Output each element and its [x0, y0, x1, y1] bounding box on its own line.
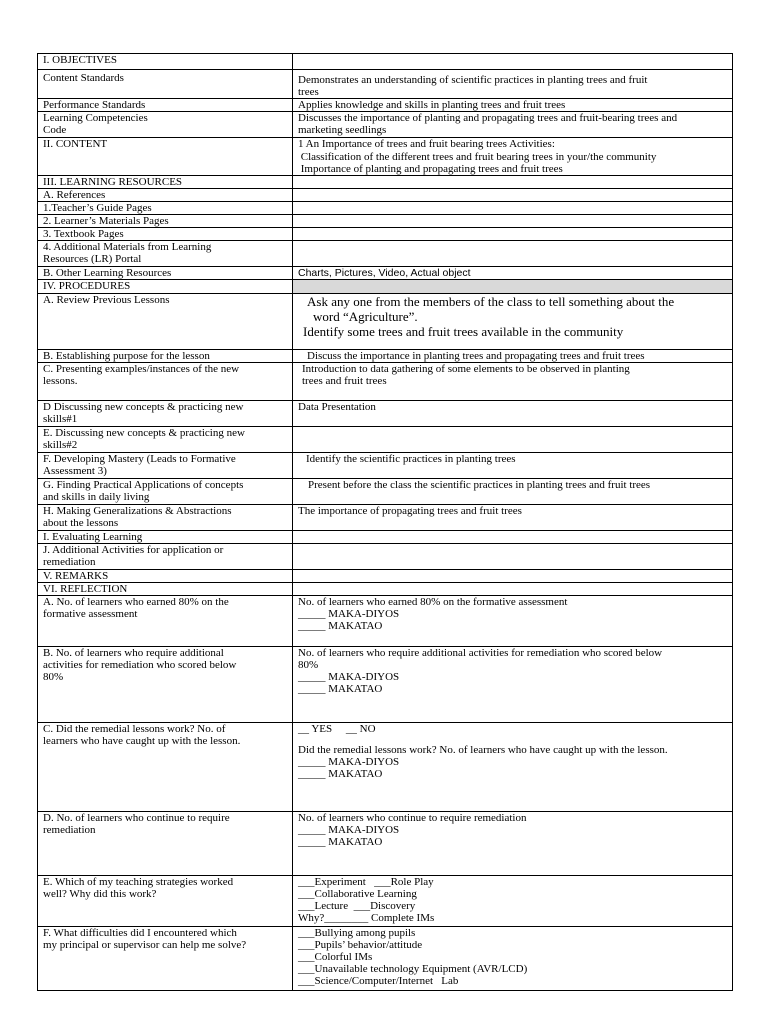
row-label-cell: [38, 876, 293, 927]
row-reflection-b: [38, 647, 733, 723]
row-label: B. No. of learners who require additional: [43, 647, 224, 659]
section-content: [38, 138, 293, 176]
row-label-cell: [38, 241, 293, 267]
row-label-cell: [38, 267, 293, 280]
section-heading: IV. PROCEDURES: [43, 280, 131, 292]
row-value: No. of learners who continue to require remediation: [298, 812, 527, 824]
row-teachers-guide: [38, 202, 733, 215]
empty-cell: [293, 531, 733, 544]
row-label: Assessment 3): [43, 465, 107, 477]
empty-cell: [293, 189, 733, 202]
section-heading: II. CONTENT: [43, 138, 108, 150]
row-label: skills#1: [43, 413, 78, 425]
row-learners-materials: [38, 215, 733, 228]
row-value: _____ MAKA-DIYOS: [298, 608, 400, 620]
row-other-resources: [38, 267, 733, 280]
row-label: F. Developing Mastery (Leads to Formative: [43, 453, 236, 465]
section-resources: [38, 176, 293, 189]
row-value: Identify some trees and fruit trees available in the community: [303, 324, 624, 339]
row-label: G. Finding Practical Applications of concepts: [43, 479, 244, 491]
row-value: Demonstrates an understanding of scientific practices in planting trees and fruit: [298, 74, 648, 86]
row-label-cell: [38, 189, 293, 202]
row-reflection-c: [38, 723, 733, 812]
row-reflection: [38, 583, 733, 596]
row-label: remediation: [43, 556, 96, 568]
row-label-cell: [38, 401, 293, 427]
row-generalizations: [38, 505, 733, 531]
row-value: _____ MAKA-DIYOS: [298, 671, 400, 683]
section-heading: V. REMARKS: [43, 570, 109, 582]
row-developing-mastery: [38, 453, 733, 479]
row-value: ___Unavailable technology Equipment (AVR/LCD): [298, 963, 528, 975]
row-label: Learning Competencies: [43, 112, 148, 124]
row-value: _____ MAKATAO: [298, 620, 383, 632]
row-label-cell: [38, 647, 293, 723]
row-value-cell: [293, 453, 733, 479]
row-value: 1 An Importance of trees and fruit bearing trees Activities:: [298, 138, 555, 150]
row-label-cell: [38, 294, 293, 350]
row-label: D Discussing new concepts & practicing new: [43, 401, 244, 413]
row-label: C. Did the remedial lessons work? No. of: [43, 723, 226, 735]
row-label-cell: [38, 350, 293, 363]
section-heading: I. OBJECTIVES: [43, 54, 117, 66]
row-value-cell: [293, 401, 733, 427]
empty-cell: [293, 427, 733, 453]
row-value: Data Presentation: [298, 401, 376, 413]
row-value: No. of learners who require additional activities for remediation who scored below: [298, 647, 663, 659]
row-label: J. Additional Activities for application or: [43, 544, 224, 556]
row-remarks: [38, 570, 733, 583]
row-value: Charts, Pictures, Video, Actual object: [298, 267, 471, 279]
row-content: [38, 138, 733, 176]
row-value: _____ MAKATAO: [298, 836, 383, 848]
row-label-cell: [38, 812, 293, 876]
row-value: ___Colorful IMs: [298, 951, 373, 963]
row-value-cell: [293, 267, 733, 280]
row-label: 3. Textbook Pages: [43, 228, 124, 240]
row-value-cell: [293, 876, 733, 927]
row-label-cell: [38, 544, 293, 570]
row-label-cell: [38, 99, 293, 112]
section-remarks: [38, 570, 293, 583]
row-value-cell: [293, 505, 733, 531]
row-label: learners who have caught up with the lesson.: [43, 735, 241, 747]
shaded-cell: [293, 280, 733, 294]
row-value-cell: [293, 596, 733, 647]
row-value: trees: [298, 86, 319, 98]
row-value: The importance of propagating trees and fruit trees: [298, 505, 522, 517]
row-label: and skills in daily living: [43, 491, 150, 503]
row-label: lessons.: [43, 375, 78, 387]
row-objectives: [38, 54, 733, 70]
row-label-cell: [38, 202, 293, 215]
row-label: E. Which of my teaching strategies worked: [43, 876, 234, 888]
row-label-cell: [38, 531, 293, 544]
row-label: 80%: [43, 671, 64, 683]
row-label-cell: [38, 505, 293, 531]
row-establishing-purpose: [38, 350, 733, 363]
row-presenting-examples: [38, 363, 733, 401]
empty-cell: [293, 54, 733, 70]
empty-cell: [293, 544, 733, 570]
row-value: Applies knowledge and skills in planting trees and fruit trees: [298, 99, 566, 111]
section-objectives: [38, 54, 293, 70]
row-value: Why?________ Complete IMs: [298, 912, 435, 924]
row-value: No. of learners who earned 80% on the formative assessment: [298, 596, 568, 608]
row-textbook: [38, 228, 733, 241]
empty-cell: [293, 228, 733, 241]
row-label: I. Evaluating Learning: [43, 531, 143, 543]
row-discussing-1: [38, 401, 733, 427]
row-value: Discuss the importance in planting trees and propagating trees and fruit trees: [307, 350, 645, 362]
row-label: Resources (LR) Portal: [43, 253, 142, 265]
row-label: D. No. of learners who continue to require: [43, 812, 230, 824]
row-label: 1.Teacher’s Guide Pages: [43, 202, 152, 214]
row-value: 80%: [298, 659, 319, 671]
empty-cell: [293, 241, 733, 267]
empty-cell: [293, 215, 733, 228]
row-label: my principal or supervisor can help me solve?: [43, 939, 247, 951]
row-content-standards: [38, 70, 733, 99]
row-value: _____ MAKATAO: [298, 768, 383, 780]
row-learning-competencies: [38, 112, 733, 138]
row-label: skills#2: [43, 439, 78, 451]
row-label-cell: [38, 479, 293, 505]
row-label: activities for remediation who scored below: [43, 659, 237, 671]
row-evaluating-learning: [38, 531, 733, 544]
section-heading: III. LEARNING RESOURCES: [43, 176, 183, 188]
row-value: Introduction to data gathering of some elements to be observed in planting: [302, 363, 630, 375]
row-label: E. Discussing new concepts & practicing new: [43, 427, 245, 439]
row-discussing-2: [38, 427, 733, 453]
spacer: [298, 735, 727, 744]
row-label: F. What difficulties did I encountered which: [43, 927, 237, 939]
row-learning-resources: [38, 176, 733, 189]
row-reflection-a: [38, 596, 733, 647]
row-label: Content Standards: [43, 72, 124, 84]
row-label-cell: [38, 427, 293, 453]
row-reflection-d: [38, 812, 733, 876]
row-label: A. Review Previous Lessons: [43, 294, 170, 306]
row-review-previous: [38, 294, 733, 350]
empty-cell: [293, 202, 733, 215]
row-value: ___Science/Computer/Internet Lab: [298, 975, 459, 987]
row-label-cell: [38, 363, 293, 401]
row-label: 4. Additional Materials from Learning: [43, 241, 212, 253]
row-label: A. References: [43, 189, 106, 201]
row-value: word “Agriculture”.: [313, 309, 418, 324]
row-practical-applications: [38, 479, 733, 505]
row-additional-materials: [38, 241, 733, 267]
row-value: trees and fruit trees: [302, 375, 387, 387]
row-value: ___Experiment ___Role Play: [298, 876, 434, 888]
section-reflection: [38, 583, 293, 596]
row-label-cell: [38, 228, 293, 241]
row-label: B. Establishing purpose for the lesson: [43, 350, 210, 362]
row-value: Identify the scientific practices in planting trees: [306, 453, 516, 465]
row-value: Discusses the importance of planting and propagating trees and fruit-bearing trees and: [298, 112, 678, 124]
section-heading: VI. REFLECTION: [43, 583, 128, 595]
row-value: Classification of the different trees and fruit bearing trees in your/the community: [298, 151, 657, 163]
row-value-cell: [293, 99, 733, 112]
row-label: A. No. of learners who earned 80% on the: [43, 596, 229, 608]
row-label-cell: [38, 112, 293, 138]
row-reflection-e: [38, 876, 733, 927]
row-value-cell: [293, 294, 733, 350]
row-value: ___Bullying among pupils: [298, 927, 416, 939]
row-value-cell: [293, 350, 733, 363]
row-value-cell: [293, 363, 733, 401]
empty-cell: [293, 583, 733, 596]
row-label: C. Presenting examples/instances of the new: [43, 363, 240, 375]
row-label: H. Making Generalizations & Abstractions: [43, 505, 232, 517]
row-value-cell: [293, 138, 733, 176]
row-label: Performance Standards: [43, 99, 146, 111]
row-value: ___Pupils’ behavior/attitude: [298, 939, 423, 951]
row-label: remediation: [43, 824, 96, 836]
row-value-cell: [293, 647, 733, 723]
row-value: Ask any one from the members of the class to tell something about the: [307, 294, 675, 309]
row-value: _____ MAKATAO: [298, 683, 383, 695]
row-label: formative assessment: [43, 608, 138, 620]
row-value: Present before the class the scientific practices in planting trees and fruit trees: [308, 479, 651, 491]
row-value-cell: [293, 112, 733, 138]
row-value: Importance of planting and propagating trees and fruit trees: [298, 163, 563, 175]
row-value: __ YES __ NO: [298, 723, 376, 735]
empty-cell: [293, 570, 733, 583]
row-label-cell: [38, 927, 293, 991]
row-label: 2. Learner’s Materials Pages: [43, 215, 169, 227]
row-label-cell: [38, 215, 293, 228]
row-value-cell: [293, 479, 733, 505]
section-procedures: [38, 280, 293, 294]
row-performance-standards: [38, 99, 733, 112]
row-value: ___Collaborative Learning: [298, 888, 417, 900]
row-value-cell: [293, 927, 733, 991]
empty-cell: [293, 176, 733, 189]
row-reflection-f: [38, 927, 733, 991]
row-label-cell: [38, 70, 293, 99]
row-procedures: [38, 280, 733, 294]
row-value-cell: [293, 812, 733, 876]
row-label: Code: [43, 124, 67, 136]
row-value: Did the remedial lessons work? No. of learners who have caught up with the lesson.: [298, 744, 668, 756]
row-value: marketing seedlings: [298, 124, 387, 136]
row-label-cell: [38, 596, 293, 647]
row-label: B. Other Learning Resources: [43, 267, 172, 279]
lesson-plan-table: [37, 53, 733, 991]
row-references: [38, 189, 733, 202]
row-label-cell: [38, 453, 293, 479]
row-label: about the lessons: [43, 517, 119, 529]
row-label-cell: [38, 723, 293, 812]
row-value-cell: [293, 70, 733, 99]
row-additional-activities: [38, 544, 733, 570]
row-label: well? Why did this work?: [43, 888, 157, 900]
row-value: _____ MAKA-DIYOS: [298, 824, 400, 836]
row-value: ___Lecture ___Discovery: [298, 900, 416, 912]
row-value: _____ MAKA-DIYOS: [298, 756, 400, 768]
row-value-cell: [293, 723, 733, 812]
